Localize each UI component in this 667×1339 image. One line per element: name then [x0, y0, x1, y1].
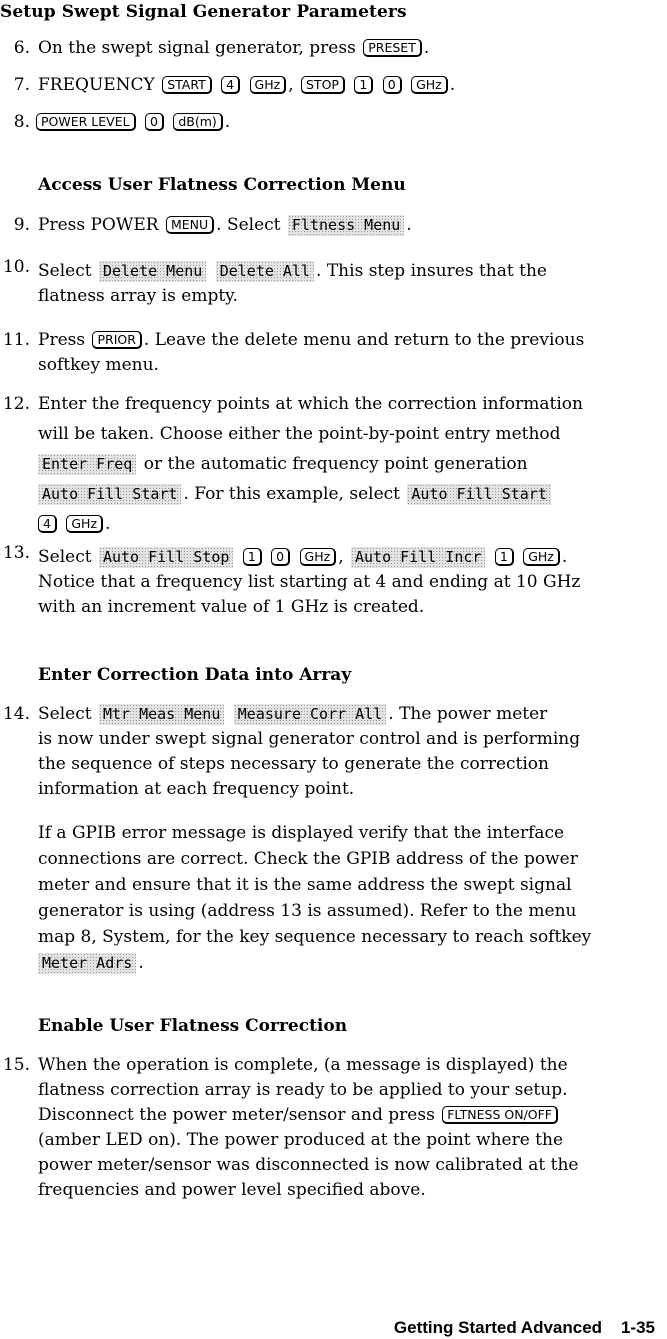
step-text: Notice that a frequency list starting at 4 and ending at 10 GHz: [38, 572, 581, 592]
digit-4-key: 4: [221, 76, 240, 94]
note-text: meter and ensure that it is the same address the swept signal: [38, 875, 572, 895]
meter-adrs-softkey: Meter Adrs: [38, 953, 136, 974]
section-heading-enter: Enter Correction Data into Array: [38, 665, 352, 685]
auto-fill-start-softkey: Auto Fill Start: [38, 484, 181, 505]
step-number: 6.: [13, 38, 30, 58]
step-text: Select: [38, 547, 92, 567]
digit-1-key: 1: [354, 76, 373, 94]
delete-menu-softkey: Delete Menu: [99, 261, 206, 282]
digit-1-key: 1: [495, 548, 514, 566]
digit-0-key: 0: [145, 113, 164, 131]
digit-0-key: 0: [271, 548, 290, 566]
step-text: ,: [288, 75, 294, 95]
step-number: 11.: [2, 330, 30, 350]
digit-4-key: 4: [38, 515, 57, 533]
step-number: 9.: [13, 215, 30, 235]
ghz-key: GHz: [250, 76, 287, 94]
step-text: Press: [38, 330, 86, 350]
step-text: with an increment value of 1 GHz is created.: [38, 597, 425, 617]
step-text: ,: [338, 547, 344, 567]
step-text: .: [105, 514, 111, 534]
measure-corr-all-softkey: Measure Corr All: [234, 704, 387, 725]
gpib-note: [38, 820, 656, 976]
step-text: Select: [38, 261, 92, 281]
step-text: flatness correction array is ready to be applied to your setup.: [38, 1080, 568, 1100]
digit-1-key: 1: [243, 548, 262, 566]
step-text: . For this example, select: [183, 484, 400, 504]
step-number: 14.: [2, 704, 30, 724]
prior-key: PRIOR: [92, 331, 141, 349]
footer-title: Getting Started Advanced: [393, 1318, 603, 1337]
step-text: Press POWER: [38, 215, 159, 235]
section-heading-setup: Setup Swept Signal Generator Parameters: [0, 2, 407, 22]
step-text: frequencies and power level specified above.: [38, 1180, 426, 1200]
page-footer: [394, 1318, 655, 1338]
section-heading-access: Access User Flatness Correction Menu: [38, 175, 406, 195]
ghz-key: GHz: [523, 548, 560, 566]
fltness-on-off-key: FLTNESS ON/OFF: [442, 1106, 558, 1124]
digit-0-key: 0: [383, 76, 402, 94]
ghz-key: GHz: [411, 76, 448, 94]
step-text: or the automatic frequency point generation: [143, 454, 528, 474]
preset-key: PRESET: [363, 39, 422, 57]
step-text: is now under swept signal generator control and is performing: [38, 729, 581, 749]
step-text: .: [449, 75, 456, 95]
step-text: Enter the frequency points at which the correction information: [38, 394, 583, 414]
enter-freq-softkey: Enter Freq: [38, 454, 136, 475]
step-text: . Select: [216, 215, 281, 235]
step-text: the sequence of steps necessary to generate the correction: [38, 754, 549, 774]
ghz-key: GHz: [66, 515, 103, 533]
step-text: flatness array is empty.: [38, 286, 238, 306]
step-number: 7.: [13, 75, 30, 95]
start-key: START: [162, 76, 212, 94]
step-text: On the swept signal generator, press: [38, 38, 356, 58]
step-number: 8.: [13, 112, 30, 132]
step-text: information at each frequency point.: [38, 779, 355, 799]
step-text: When the operation is complete, (a message is displayed) the: [38, 1055, 568, 1075]
auto-fill-stop-softkey: Auto Fill Stop: [99, 547, 233, 568]
step-text: .: [561, 547, 568, 567]
step-number: 15.: [2, 1055, 30, 1075]
step-number: 12.: [2, 394, 30, 414]
mtr-meas-menu-softkey: Mtr Meas Menu: [99, 704, 224, 725]
step-number: 13.: [2, 543, 30, 563]
step-text: FREQUENCY: [38, 75, 155, 95]
step-text: softkey menu.: [38, 355, 159, 375]
fltness-menu-softkey: Fltness Menu: [288, 215, 404, 236]
menu-key: MENU: [166, 216, 214, 234]
step-text: .: [224, 112, 231, 132]
step-text: (amber LED on). The power produced at the point where the: [38, 1130, 564, 1150]
step-text: . This step insures that the: [316, 261, 547, 281]
auto-fill-incr-softkey: Auto Fill Incr: [351, 547, 485, 568]
auto-fill-start-softkey: Auto Fill Start: [407, 484, 550, 505]
step-text: Disconnect the power meter/sensor and press: [38, 1105, 435, 1125]
step-text: . Leave the delete menu and return to the previous: [143, 330, 585, 350]
delete-all-softkey: Delete All: [216, 261, 314, 282]
note-text: map 8, System, for the key sequence necessary to reach softkey: [38, 927, 592, 947]
note-text: .: [138, 953, 144, 973]
step-text: . The power meter: [388, 704, 548, 724]
step-text: Select: [38, 704, 92, 724]
ghz-key: GHz: [300, 548, 337, 566]
power-level-key: POWER LEVEL: [36, 113, 136, 131]
page-number: 1-35: [620, 1318, 655, 1337]
step-text: will be taken. Choose either the point-by-point entry method: [38, 424, 561, 444]
note-text: If a GPIB error message is displayed verify that the interface: [38, 823, 565, 843]
step-text: power meter/sensor was disconnected is now calibrated at the: [38, 1155, 579, 1175]
section-heading-enable: Enable User Flatness Correction: [38, 1016, 348, 1036]
step-number: 10.: [2, 257, 30, 277]
dbm-key: dB(m): [173, 113, 222, 131]
note-text: generator is using (address 13 is assumed). Refer to the menu: [38, 901, 577, 921]
stop-key: STOP: [301, 76, 345, 94]
note-text: connections are correct. Check the GPIB address of the power: [38, 849, 578, 869]
step-text: .: [406, 215, 412, 235]
step-text: .: [423, 38, 430, 58]
